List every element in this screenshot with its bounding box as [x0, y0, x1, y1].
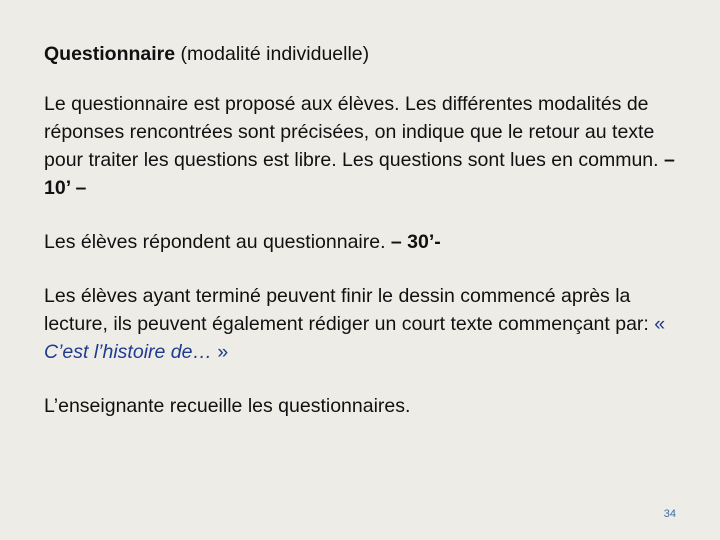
slide-title	[44, 40, 694, 68]
close-quote: »	[217, 341, 229, 363]
page-number: 34	[663, 508, 676, 520]
title-rest: (modalité individuelle)	[175, 43, 370, 65]
paragraph-questionnaire	[44, 90, 694, 202]
slide-content	[44, 40, 694, 420]
paragraph-3-text: Les élèves ayant terminé peuvent finir le dessin commencé après la lecture, ils peuvent également rédiger un court texte commençant par:	[44, 285, 655, 335]
paragraph-responses	[44, 228, 694, 256]
open-quote: «	[654, 313, 666, 335]
quoted-text: C’est l’histoire de…	[44, 341, 218, 363]
paragraph-2-duration: – 30’-	[390, 231, 441, 253]
paragraph-2-text: Les élèves répondent au questionnaire.	[44, 231, 391, 253]
paragraph-drawing	[44, 282, 694, 366]
paragraph-1-duration: – 10’ –	[44, 149, 675, 199]
paragraph-1-text: Le questionnaire est proposé aux élèves. Les différentes modalités de réponses rencontrées sont précisées, on indique que le retour au texte pour traiter les questions est libre. Les questions sont lues en commun.	[44, 93, 664, 171]
paragraph-collect: L’enseignante recueille les questionnaires.	[44, 395, 411, 417]
title-bold: Questionnaire	[44, 43, 176, 65]
